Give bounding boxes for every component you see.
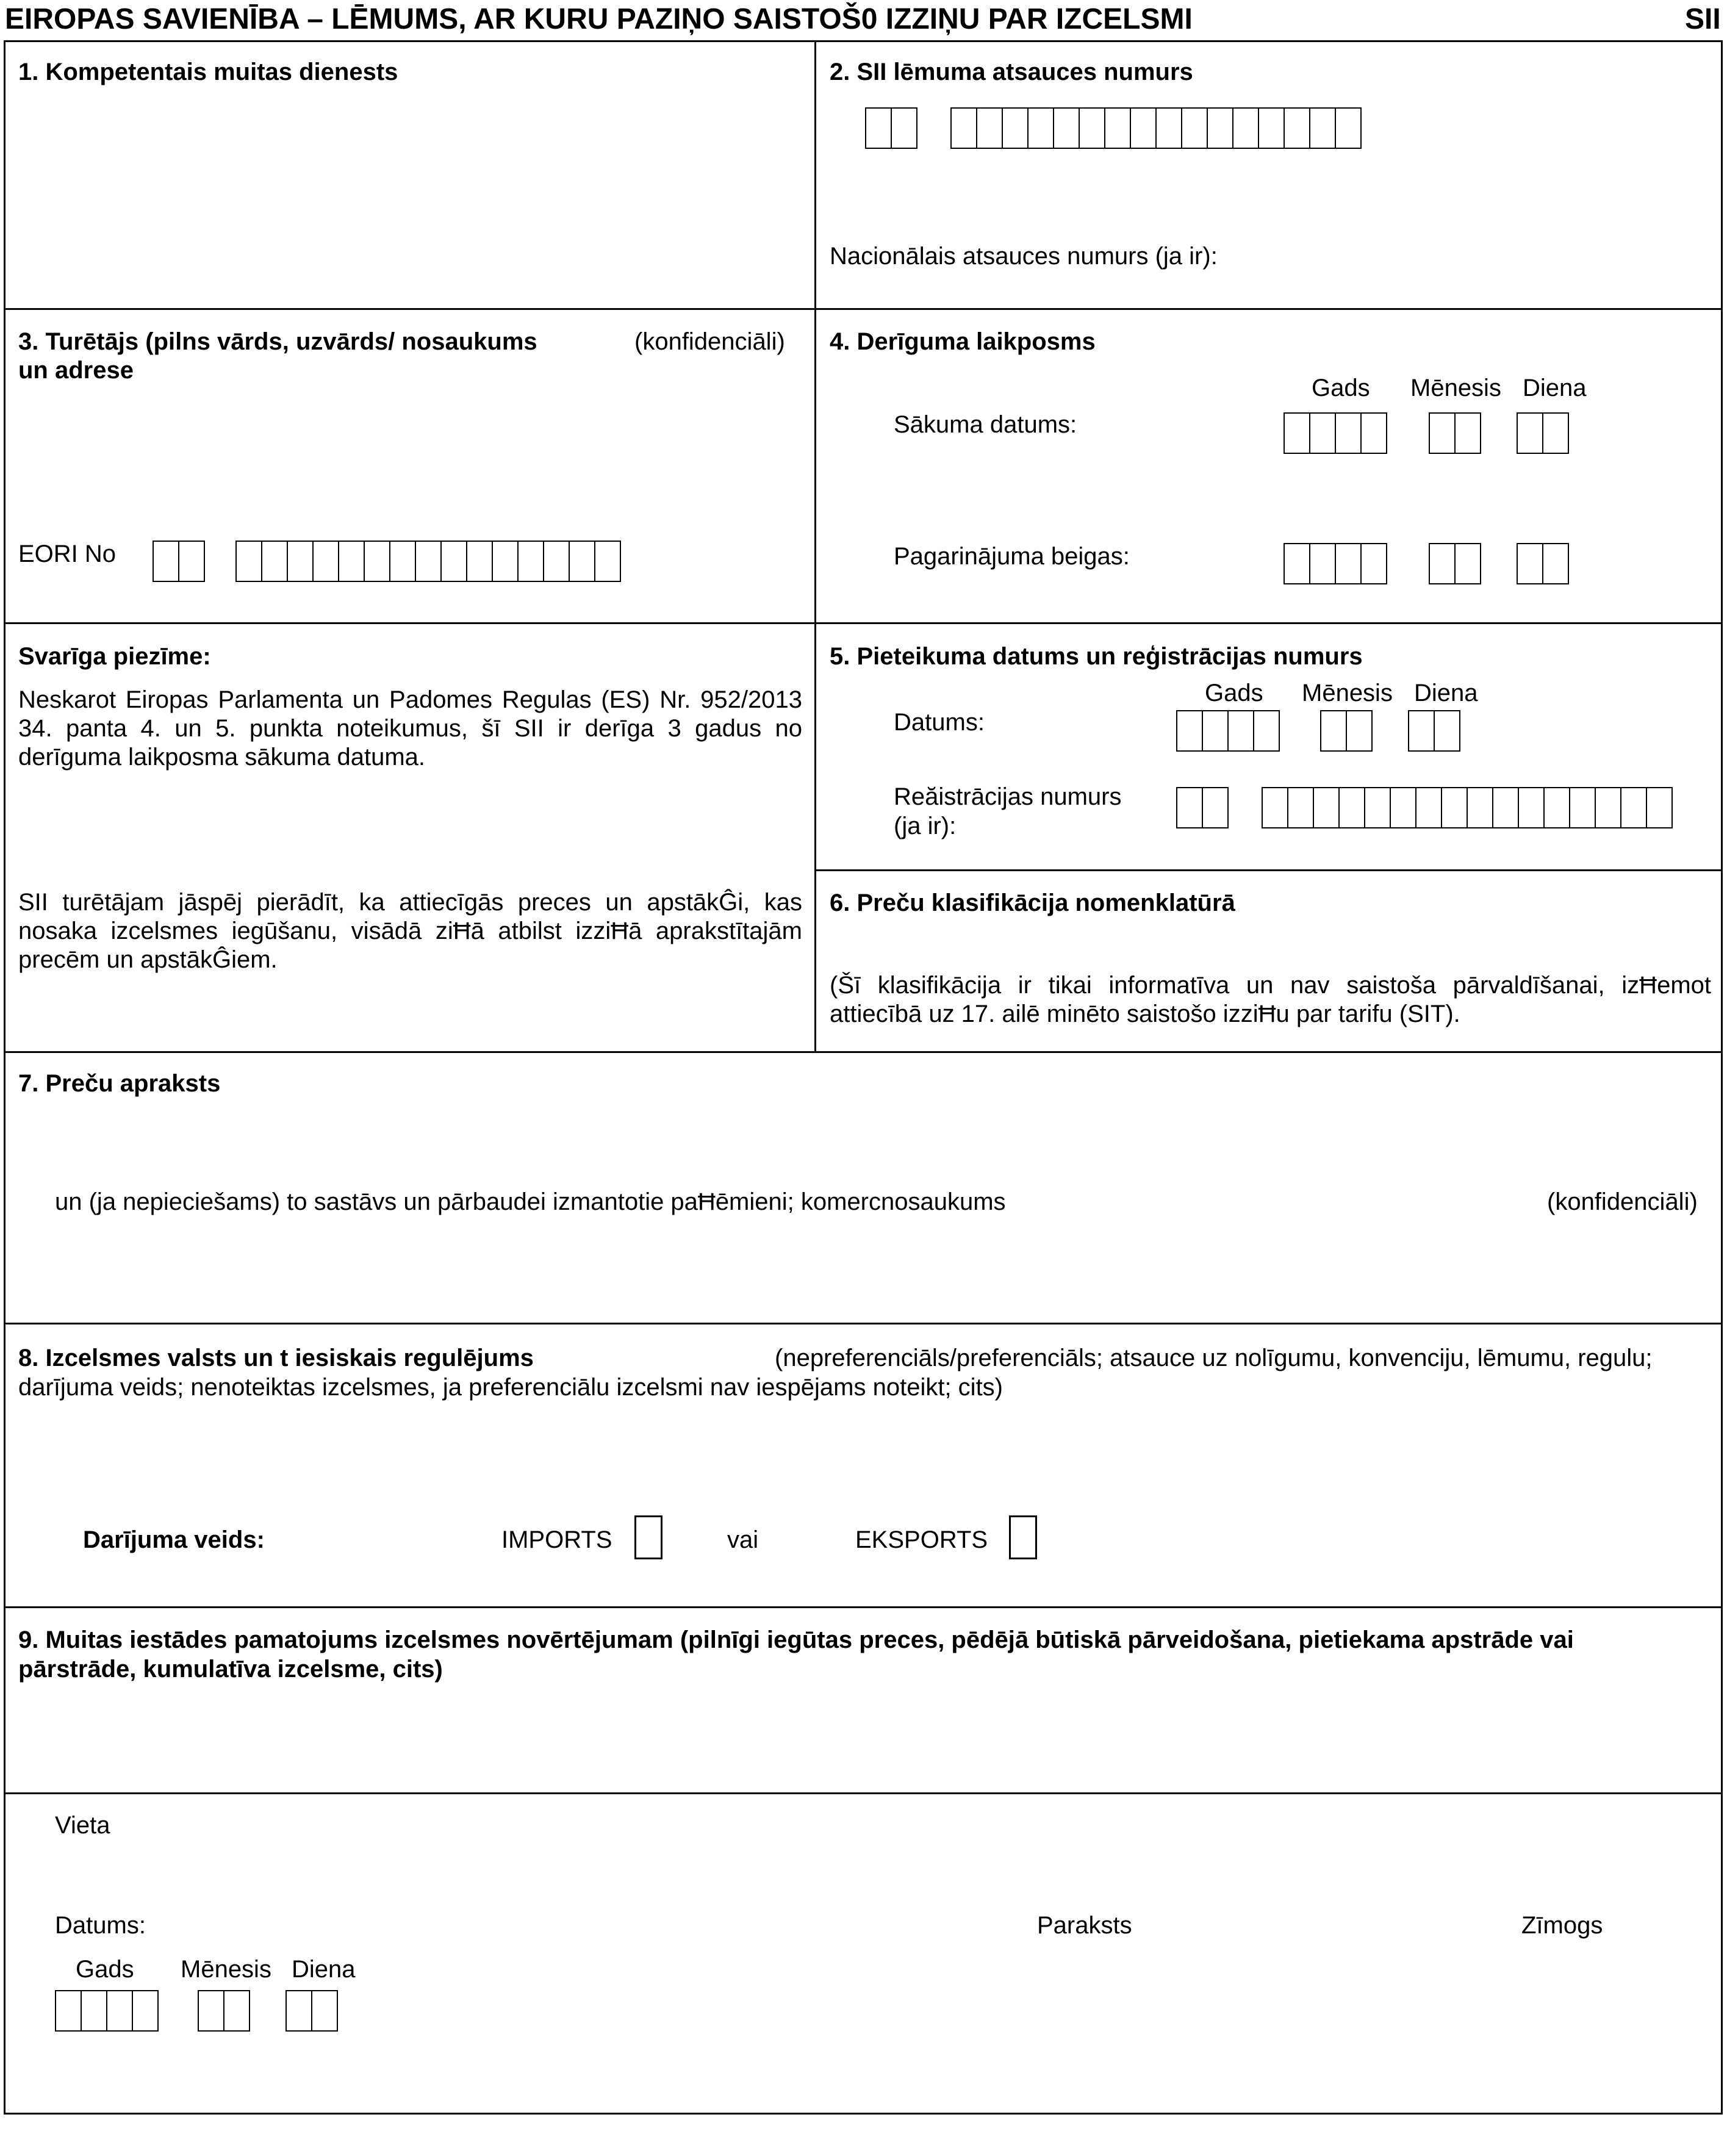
form-code: SII: [1685, 3, 1721, 35]
box5-col-year: Gads: [1205, 680, 1263, 706]
box5-col-month: Mēnesis: [1302, 680, 1393, 706]
box3-label-line1: 3. Turētājs (pilns vārds, uzvārds/ nosaukums: [18, 328, 537, 355]
column-divider: [814, 40, 816, 1053]
footer-month-boxes[interactable]: [198, 1990, 250, 2034]
registration-label-line1: Reăistrācijas numurs: [894, 783, 1122, 810]
extension-month-boxes[interactable]: [1429, 543, 1481, 587]
eori-label: EORI No: [18, 541, 117, 567]
row-divider-6: [4, 1792, 1723, 1794]
row-divider-4: [4, 1323, 1723, 1324]
note-paragraph-2: SII turētājam jāspēj pierādīt, ka attiecīgās preces un apstākĜi, kas nosaka izcelsmes iegūšanu, visādā ziĦā atbilst izziĦā aprakstītajām precēm un apstākĜiem.: [18, 889, 802, 973]
imports-checkbox[interactable]: [634, 1515, 662, 1559]
box3-confidential: (konfidenciāli): [634, 328, 785, 355]
box2-label: 2. SII lēmuma atsauces numurs: [830, 59, 1193, 85]
box4-col-month: Mēnesis: [1410, 375, 1501, 401]
note-paragraph-1: Neskarot Eiropas Parlamenta un Padomes Regulas (ES) Nr. 952/2013 34. panta 4. un 5. punkta noteikumus, šī SII ir derīga 3 gadus no derīguma laikposma sākuma datuma.: [18, 686, 802, 771]
box7-label: 7. Preču apraksts: [18, 1070, 221, 1097]
extension-year-boxes[interactable]: [1284, 543, 1387, 587]
exports-label: EKSPORTS: [855, 1526, 988, 1553]
stamp-label: Zīmogs: [1521, 1912, 1603, 1939]
row-divider-3: [4, 1051, 1723, 1053]
row-divider-5-6: [814, 869, 1723, 871]
box4-col-year: Gads: [1312, 375, 1370, 401]
box9-label-line2: pārstrāde, kumulatīva izcelsme, cits): [18, 1656, 443, 1683]
box8-desc-line1: (nepreferenciāls/preferenciāls; atsauce uz nolīgumu, konvenciju, lēmumu, regulu;: [775, 1345, 1653, 1371]
national-reference-label: Nacionālais atsauces numurs (ja ir):: [830, 243, 1218, 270]
extension-day-boxes[interactable]: [1517, 543, 1569, 587]
application-day-boxes[interactable]: [1408, 710, 1460, 754]
imports-label: IMPORTS: [501, 1526, 612, 1553]
transaction-type-label: Darījuma veids:: [83, 1526, 265, 1553]
extension-end-label: Pagarinājuma beigas:: [894, 543, 1130, 570]
row-divider-2: [4, 622, 1723, 624]
sii-reference-number-boxes[interactable]: [950, 107, 1362, 151]
row-divider-5: [4, 1606, 1723, 1608]
footer-year-boxes[interactable]: [55, 1990, 159, 2034]
footer-col-month: Mēnesis: [181, 1956, 271, 1983]
start-date-label: Sākuma datums:: [894, 411, 1077, 438]
start-date-year-boxes[interactable]: [1284, 412, 1387, 456]
box6-note: (Šī klasifikācija ir tikai informatīva un nav saistoša pārvaldīšanai, izĦemot attiecībā uz 17. ailē minēto saistošo izziĦu par tarifu (SIT).: [830, 972, 1711, 1027]
box7-sub: un (ja nepieciešams) to sastāvs un pārbaudei izmantotie paĦēmieni; komercnosaukums: [55, 1188, 1006, 1215]
box8-desc-line2: darījuma veids; nenoteiktas izcelsmes, ja preferenciālu izcelsmi nav iespējams noteikt; cits): [18, 1374, 1004, 1401]
place-label: Vieta: [55, 1812, 110, 1839]
application-date-label: Datums:: [894, 709, 985, 736]
signature-label: Paraksts: [1037, 1912, 1132, 1939]
start-date-month-boxes[interactable]: [1429, 412, 1481, 456]
box3-label-line2: un adrese: [18, 357, 134, 384]
footer-date-label: Datums:: [55, 1912, 146, 1939]
row-divider-1: [4, 308, 1723, 310]
sii-country-code-boxes[interactable]: [865, 107, 917, 151]
footer-col-day: Diena: [292, 1956, 356, 1983]
box5-col-day: Diena: [1414, 680, 1478, 706]
eori-country-boxes[interactable]: [153, 541, 205, 584]
form-title: EIROPAS SAVIENĪBA – LĒMUMS, AR KURU PAZIŅO SAISTOŠ0 IZZIŅU PAR IZCELSMI: [5, 3, 1193, 35]
eori-number-boxes[interactable]: [235, 541, 621, 584]
note-heading: Svarīga piezīme:: [18, 643, 211, 670]
box9-label-line1: 9. Muitas iestādes pamatojums izcelsmes novērtējumam (pilnīgi iegūtas preces, pēdējā būtiskā pārveidošana, pietiekama apstrāde vai: [18, 1626, 1574, 1653]
exports-checkbox[interactable]: [1009, 1515, 1037, 1559]
box8-label: 8. Izcelsmes valsts un t iesiskais regulējums: [18, 1345, 534, 1371]
registration-number-boxes[interactable]: [1262, 787, 1673, 831]
registration-country-boxes[interactable]: [1176, 787, 1229, 831]
box7-confidential: (konfidenciāli): [1547, 1188, 1698, 1215]
application-year-boxes[interactable]: [1176, 710, 1280, 754]
box4-col-day: Diena: [1523, 375, 1587, 401]
registration-label-line2: (ja ir):: [894, 813, 957, 839]
box4-label: 4. Derīguma laikposms: [830, 328, 1096, 355]
or-label: vai: [727, 1526, 759, 1553]
start-date-day-boxes[interactable]: [1517, 412, 1569, 456]
footer-col-year: Gads: [76, 1956, 134, 1983]
box1-label: 1. Kompetentais muitas dienests: [18, 59, 398, 85]
application-month-boxes[interactable]: [1320, 710, 1373, 754]
box6-label: 6. Preču klasifikācija nomenklatūrā: [830, 889, 1235, 916]
box5-label: 5. Pieteikuma datums un reģistrācijas numurs: [830, 643, 1363, 670]
footer-day-boxes[interactable]: [285, 1990, 338, 2034]
